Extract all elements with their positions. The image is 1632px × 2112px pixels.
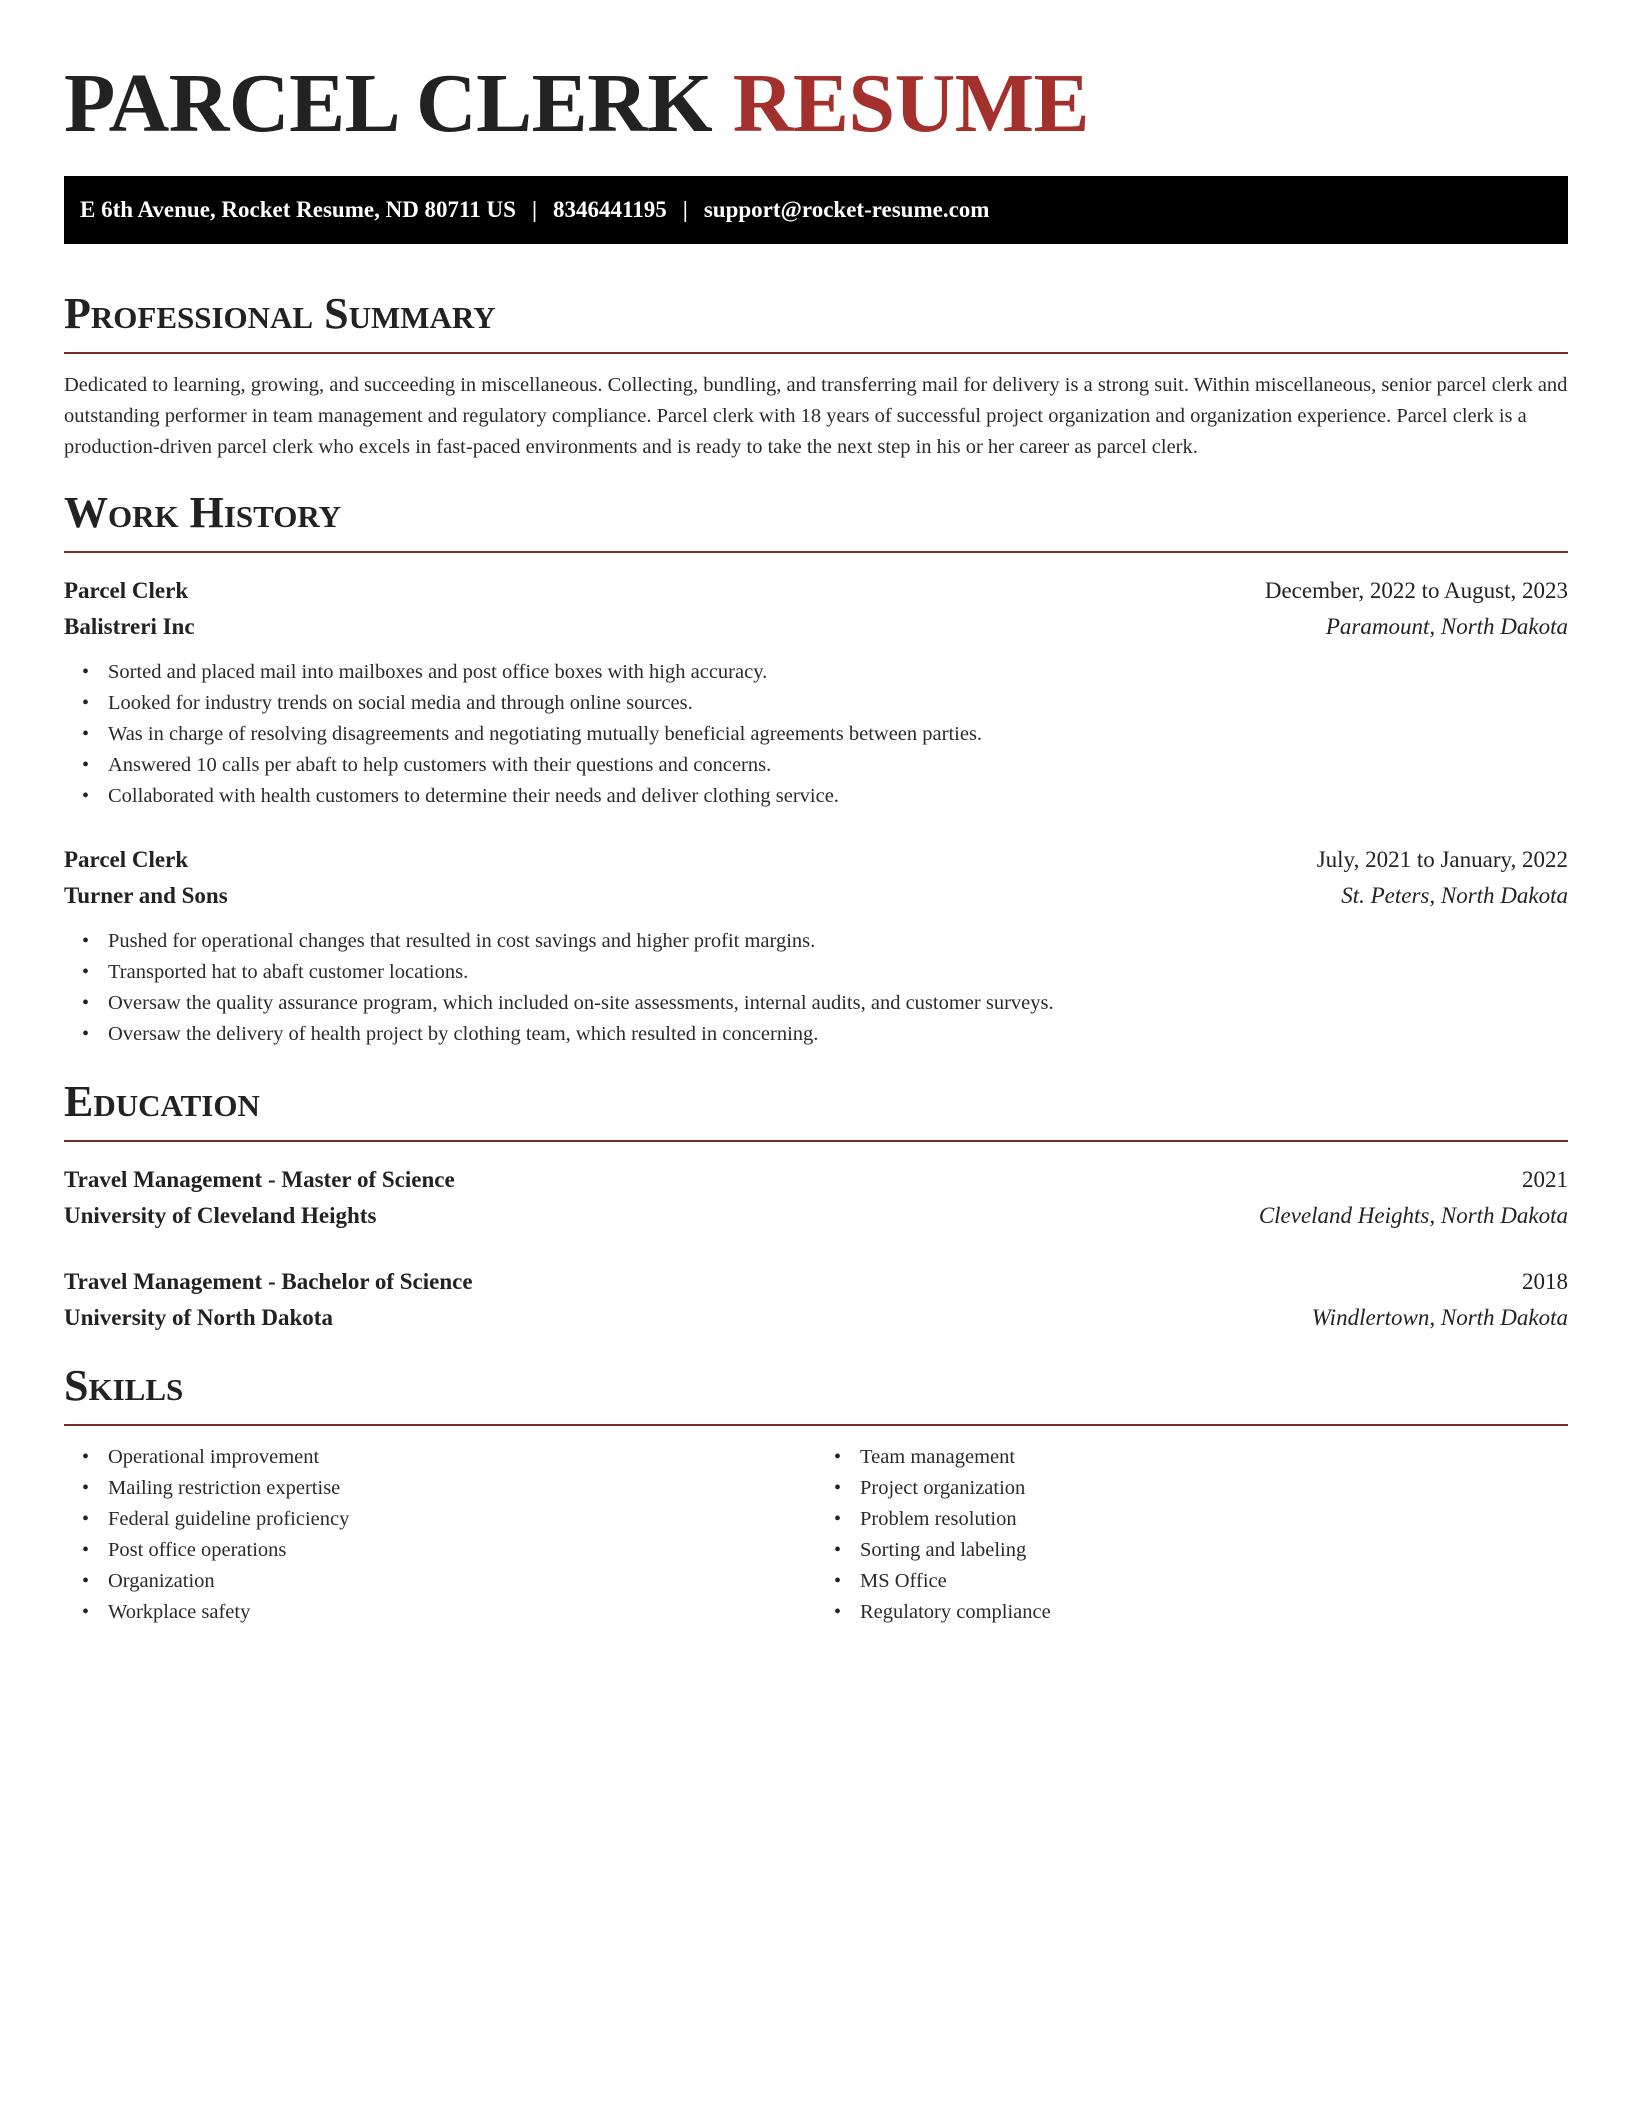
job-dates: December, 2022 to August, 2023 (1264, 578, 1568, 603)
school-row (64, 1198, 1568, 1234)
job-bullet: • Oversaw the quality assurance program, which included on-site assessments, internal audits, and customer surveys. (108, 988, 1568, 1019)
title-accent: RESUME (732, 57, 1090, 150)
contact-address: E 6th Avenue, Rocket Resume, ND 80711 US (80, 197, 516, 222)
job-bullet: • Was in charge of resolving disagreements and negotiating mutually beneficial agreements between parties. (108, 719, 1568, 750)
contact-separator: | (682, 197, 688, 222)
work-history-heading: Work History (64, 487, 1568, 553)
job-bullet: • Oversaw the delivery of health project by clothing team, which resulted in concerning. (108, 1019, 1568, 1050)
skill-item: • Regulatory compliance (860, 1597, 1568, 1628)
job-entry (64, 573, 1568, 812)
degree-year: 2018 (1522, 1269, 1568, 1294)
job-dates: July, 2021 to January, 2022 (1316, 847, 1568, 872)
skills-grid (64, 1442, 1568, 1628)
skill-item: • Federal guideline proficiency (108, 1504, 816, 1535)
school-name: University of Cleveland Heights (64, 1203, 377, 1228)
skill-item: • Mailing restriction expertise (108, 1473, 816, 1504)
degree-row (64, 1264, 1568, 1300)
summary-text: Dedicated to learning, growing, and succeeding in miscellaneous. Collecting, bundling, and transferring mail for delivery is a strong suit. Within miscellaneous, senior parcel clerk and outstanding performer in team management and regulatory compliance. Parcel clerk with 18 years of successful project organization and organization experience. Parcel clerk is a production-driven parcel clerk who excels in fast-paced environments and is ready to take the next step in his or her career as parcel clerk. (64, 374, 1568, 458)
resume-title (64, 56, 1568, 152)
degree-row (64, 1162, 1568, 1198)
skill-item: • Problem resolution (860, 1504, 1568, 1535)
skill-item: • Workplace safety (108, 1597, 816, 1628)
job-bullets (64, 657, 1568, 812)
contact-separator: | (531, 197, 538, 222)
skill-item: • Project organization (860, 1473, 1568, 1504)
job-company: Balistreri Inc (64, 614, 195, 639)
skills-list-right (816, 1442, 1568, 1628)
job-bullets (64, 926, 1568, 1050)
job-company-row (64, 609, 1568, 645)
job-bullet: • Sorted and placed mail into mailboxes and post office boxes with high accuracy. (108, 657, 1568, 688)
job-bullet: • Collaborated with health customers to determine their needs and deliver clothing service. (108, 781, 1568, 812)
contact-bar (64, 176, 1568, 244)
skills-heading: Skills (64, 1360, 1568, 1426)
education-entry (64, 1162, 1568, 1234)
contact-phone: 8346441195 (553, 197, 667, 222)
job-location: Paramount, North Dakota (1325, 614, 1568, 639)
skill-item: • Operational improvement (108, 1442, 816, 1473)
school-name: University of North Dakota (64, 1305, 333, 1330)
skill-item: • Team management (860, 1442, 1568, 1473)
title-main: PARCEL CLERK (64, 57, 713, 150)
school-location: Windlertown, North Dakota (1311, 1305, 1568, 1330)
contact-email: support@rocket-resume.com (703, 197, 990, 222)
skill-item: • Organization (108, 1566, 816, 1597)
skill-item: • Sorting and labeling (860, 1535, 1568, 1566)
job-company: Turner and Sons (64, 883, 228, 908)
education-heading: Education (64, 1076, 1568, 1142)
education-entry (64, 1264, 1568, 1336)
job-title-row (64, 842, 1568, 878)
skills-list-left (64, 1442, 816, 1628)
job-title-row (64, 573, 1568, 609)
degree-name: Travel Management - Bachelor of Science (64, 1269, 473, 1294)
school-row (64, 1300, 1568, 1336)
job-location: St. Peters, North Dakota (1341, 883, 1568, 908)
job-bullet: • Pushed for operational changes that resulted in cost savings and higher profit margins. (108, 926, 1568, 957)
degree-year: 2021 (1522, 1167, 1568, 1192)
job-bullet: • Looked for industry trends on social media and through online sources. (108, 688, 1568, 719)
job-title: Parcel Clerk (64, 578, 189, 603)
job-bullet: • Transported hat to abaft customer locations. (108, 957, 1568, 988)
degree-name: Travel Management - Master of Science (64, 1167, 455, 1192)
summary-heading: Professional Summary (64, 288, 1568, 354)
skill-item: • Post office operations (108, 1535, 816, 1566)
job-title: Parcel Clerk (64, 847, 189, 872)
skill-item: • MS Office (860, 1566, 1568, 1597)
job-company-row (64, 878, 1568, 914)
job-bullet: • Answered 10 calls per abaft to help customers with their questions and concerns. (108, 750, 1568, 781)
job-entry (64, 842, 1568, 1050)
school-location: Cleveland Heights, North Dakota (1258, 1203, 1568, 1228)
